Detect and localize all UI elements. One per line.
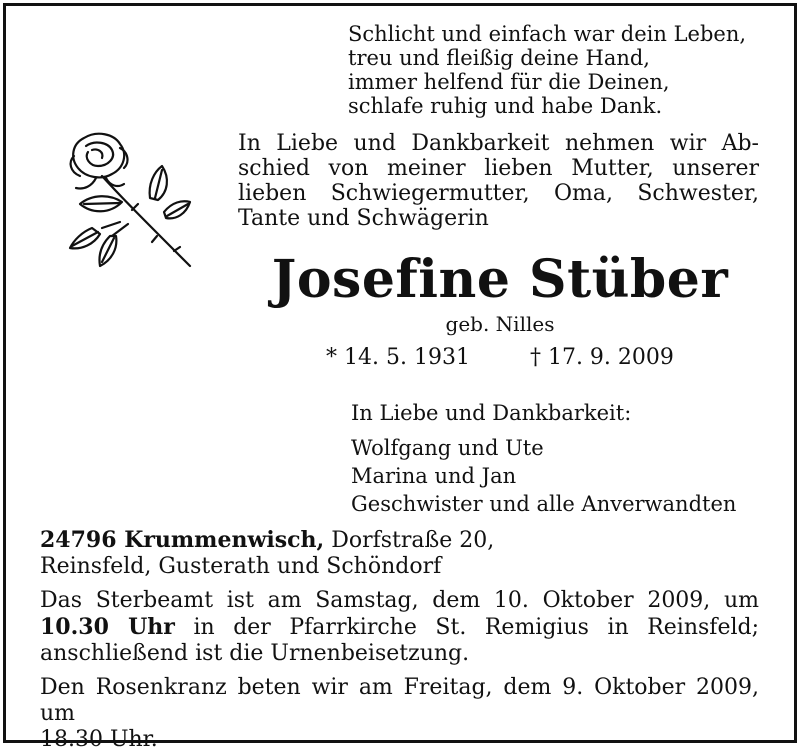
address-places: Reinsfeld, Gusterath und Schöndorf (40, 554, 442, 579)
signers (351, 399, 736, 518)
intro-text (238, 131, 759, 231)
address-city: 24796 Krummenwisch, (40, 527, 325, 553)
funeral-info (40, 588, 759, 667)
life-dates (326, 344, 674, 372)
death-date: † 17. 9. 2009 (529, 345, 674, 370)
poem-line: schlafe ruhig und habe Dank. (348, 94, 663, 118)
rose-icon (62, 128, 194, 272)
rosary-info (40, 675, 759, 753)
funeral-line: anschließend ist die Urnenbeisetzung. (40, 641, 470, 666)
funeral-place: in der Pfarrkirche St. Remigius in Reinsfeld; (174, 615, 759, 640)
intro-line: schied von meiner lieben Mutter, unserer (238, 156, 759, 181)
signers-heading: In Liebe und Dankbarkeit: (351, 401, 632, 425)
intro-line: In Liebe und Dankbarkeit nehmen wir Ab- (238, 131, 759, 156)
rosary-line: Den Rosenkranz beten wir am Freitag, dem 9. Oktober 2009, um (40, 675, 759, 726)
signer: Geschwister und alle Anverwandten (351, 492, 737, 516)
poem-line: treu und fleißig deine Hand, (348, 46, 650, 70)
address (40, 527, 759, 580)
poem (348, 22, 746, 118)
address-street: Dorfstraße 20, (331, 528, 495, 553)
funeral-line: Das Sterbeamt ist am Samstag, dem 10. Oktober 2009, um (40, 588, 759, 613)
poem-line: Schlicht und einfach war dein Leben, (348, 22, 747, 46)
rosary-line: 18.30 Uhr. (40, 727, 158, 752)
maiden-name: geb. Nilles (445, 312, 555, 336)
deceased-name: Josefine Stüber (271, 249, 729, 310)
birth-date: * 14. 5. 1931 (326, 345, 470, 370)
intro-line: lieben Schwiegermutter, Oma, Schwester, (238, 181, 759, 206)
details (40, 527, 759, 753)
poem-line: immer helfend für die Deinen, (348, 70, 670, 94)
funeral-time: 10.30 Uhr (40, 614, 175, 640)
signer: Wolfgang und Ute (351, 436, 544, 460)
funeral-line (40, 614, 759, 641)
intro-line: Tante und Schwägerin (238, 206, 489, 231)
signer: Marina und Jan (351, 464, 517, 488)
